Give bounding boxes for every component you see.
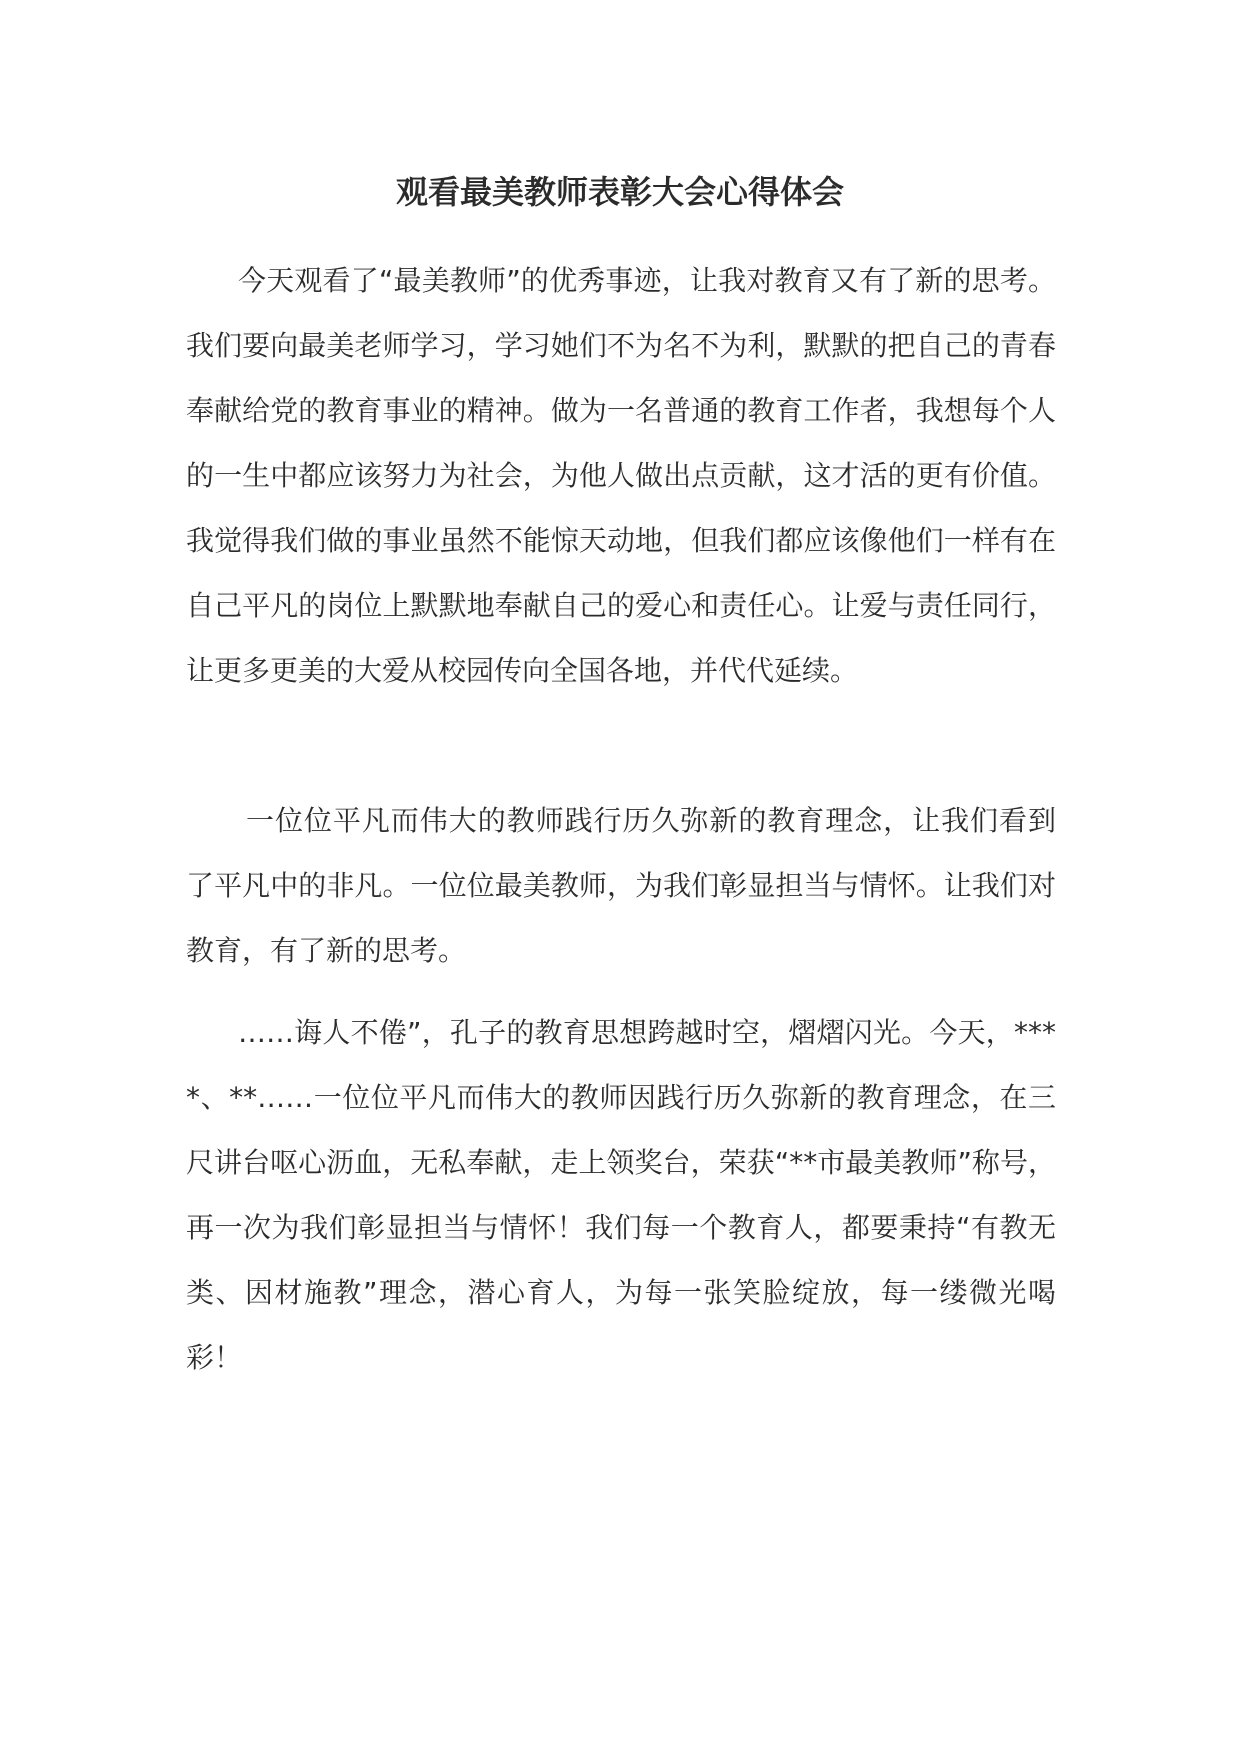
paragraph-2: 一位位平凡而伟大的教师践行历久弥新的教育理念，让我们看到了平凡中的非凡。一位位最美教师，为我们彰显担当与情怀。让我们对教育，有了新的思考。: [186, 804, 1056, 967]
paragraph-1: 今天观看了“最美教师”的优秀事迹，让我对教育又有了新的思考。我们要向最美老师学习，学习她们不为名不为利，默默的把自己的青春奉献给党的教育事业的精神。做为一名普通的教育工作者，我想每个人的一生中都应该努力为社会，为他人做出点贡献，这才活的更有价值。我觉得我们做的事业虽然不能惊天动地，但我们都应该像他们一样有在自己平凡的岗位上默默地奉献自己的爱心和责任心。让爱与责任同行，让更多更美的大爱从校园传向全国各地，并代代延续。: [186, 264, 1056, 687]
document-title: 观看最美教师表彰大会心得体会: [395, 173, 844, 211]
paragraph-3: ……诲人不倦”，孔子的教育思想跨越时空，熠熠闪光。今天，****、**……一位位平凡而伟大的教师因践行历久弥新的教育理念，在三尺讲台呕心沥血，无私奉献，走上领奖台，荣获“**市最美教师”称号，再一次为我们彰显担当与情怀！我们每一个教育人，都要秉持“有教无类、因材施教”理念，潜心育人，为每一张笑脸绽放，每一缕微光喝彩！: [186, 1016, 1056, 1374]
